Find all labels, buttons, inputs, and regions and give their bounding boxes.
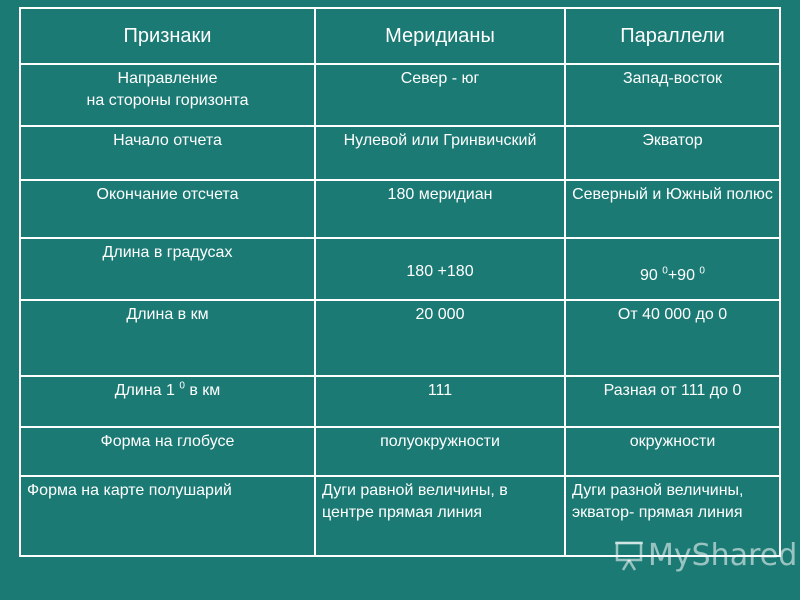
- table-row: [20, 427, 780, 476]
- table-row: [20, 126, 780, 180]
- parallels-text: 90: [640, 267, 663, 284]
- meridians-cell: 180 +180: [315, 238, 565, 300]
- feature-line: на стороны горизонта: [86, 91, 249, 109]
- feature-cell: Длина в градусах: [20, 238, 315, 300]
- feature-cell: Форма на глобусе: [20, 427, 315, 476]
- degree-sup: 0: [179, 380, 185, 392]
- feature-cell: Форма на карте полушарий: [20, 476, 315, 556]
- feature-cell: [20, 64, 315, 126]
- meridians-cell: 111: [315, 376, 565, 427]
- feature-text: в км: [184, 382, 221, 399]
- table-row: [20, 64, 780, 126]
- parallels-cell: [565, 238, 780, 300]
- meridians-cell: Нулевой или Гринвичский: [315, 126, 565, 180]
- watermark-text: MyShared: [648, 538, 798, 573]
- comparison-table: [19, 7, 781, 557]
- meridians-cell: 20 000: [315, 300, 565, 376]
- parallels-cell: Запад-восток: [565, 64, 780, 126]
- feature-text: Длина 1: [114, 382, 180, 399]
- table-row: [20, 300, 780, 376]
- meridians-cell: Дуги равной величины, в центре прямая линия: [315, 476, 565, 556]
- table-row: [20, 180, 780, 238]
- parallels-cell: Разная от 111 до 0: [565, 376, 780, 427]
- meridians-cell: 180 меридиан: [315, 180, 565, 238]
- parallels-text: +90: [667, 267, 700, 284]
- header-features: Признаки: [20, 8, 315, 64]
- header-parallels: Параллели: [565, 8, 780, 64]
- table-row: [20, 376, 780, 427]
- parallels-cell: От 40 000 до 0: [565, 300, 780, 376]
- feature-line: Направление: [117, 70, 218, 87]
- header-meridians: Меридианы: [315, 8, 565, 64]
- table-row: [20, 476, 780, 556]
- meridians-cell: Север - юг: [315, 64, 565, 126]
- table-row: [20, 238, 780, 300]
- parallels-cell: Северный и Южный полюс: [565, 180, 780, 238]
- header-row: [20, 8, 780, 64]
- feature-cell: Начало отчета: [20, 126, 315, 180]
- degree-sup: 0: [699, 265, 705, 277]
- meridians-cell: полуокружности: [315, 427, 565, 476]
- degree-sup: 0: [662, 265, 668, 277]
- feature-cell: Длина в км: [20, 300, 315, 376]
- feature-cell: Окончание отсчета: [20, 180, 315, 238]
- parallels-cell: Дуги разной величины, экватор- прямая линия: [565, 476, 780, 556]
- feature-cell: [20, 376, 315, 427]
- parallels-cell: Экватор: [565, 126, 780, 180]
- parallels-cell: окружности: [565, 427, 780, 476]
